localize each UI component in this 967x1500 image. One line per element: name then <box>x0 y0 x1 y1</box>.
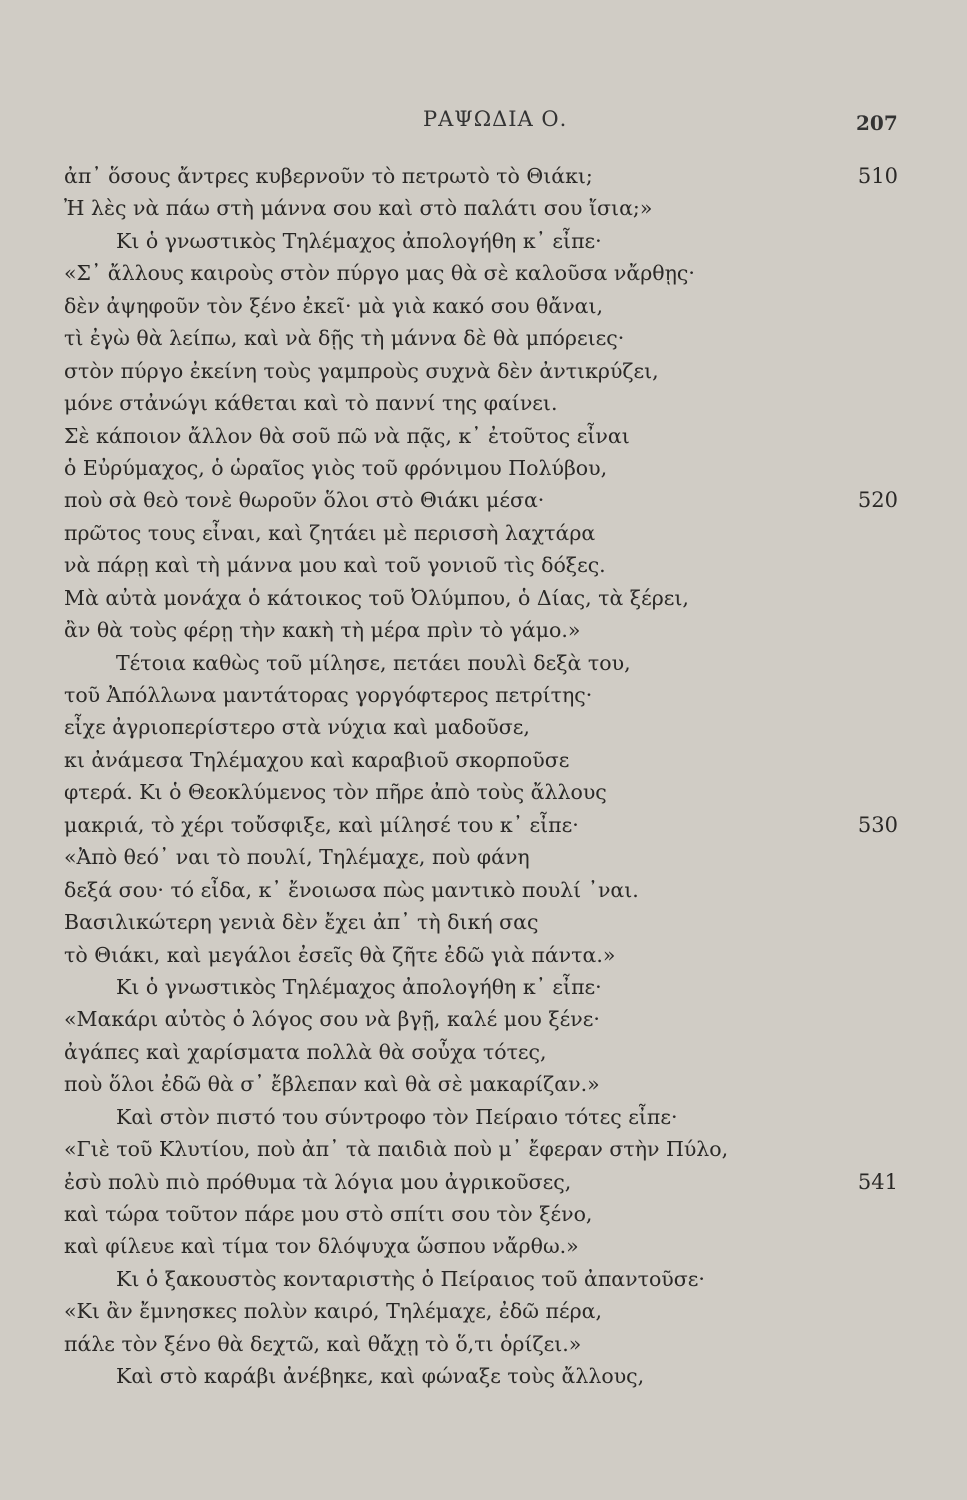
verse-line <box>64 582 904 614</box>
verse-line <box>64 614 904 646</box>
verse-line <box>64 517 904 549</box>
verse-line <box>64 1328 904 1360</box>
verse-text <box>64 160 904 1393</box>
verse-line <box>64 160 904 192</box>
verse-text-line: ἂν θὰ τοὺς φέρῃ τὴν κακὴ τὴ μέρα πρὶν τὸ γάμο.» <box>64 618 581 643</box>
verse-text-line: Καὶ στὸν πιστό του σύντροφο τὸν Πείραιο τότες εἶπε· <box>116 1104 678 1129</box>
verse-line <box>64 711 904 743</box>
verse-line <box>64 1166 904 1198</box>
verse-line <box>64 679 904 711</box>
verse-line <box>64 647 904 679</box>
verse-text-line: μακριά, τὸ χέρι τοὔσφιξε, καὶ μίλησέ του κ᾿ εἶπε· <box>64 812 579 837</box>
page-number: 207 <box>856 111 898 135</box>
verse-text-line: «Κι ἂν ἔμνησκες πολὺν καιρό, Τηλέμαχε, ἐδῶ πέρα, <box>64 1299 602 1324</box>
verse-line <box>64 841 904 873</box>
verse-text-line: πρῶτος τους εἶναι, καὶ ζητάει μὲ περισσὴ λαχτάρα <box>64 520 596 545</box>
line-number: 541 <box>857 1169 898 1194</box>
verse-line <box>64 906 904 938</box>
verse-line <box>64 1068 904 1100</box>
verse-line <box>64 1101 904 1133</box>
verse-text-line: Καὶ στὸ καράβι ἀνέβηκε, καὶ φώναξε τοὺς ἄλλους, <box>116 1364 645 1389</box>
verse-text-line: φτερά. Κι ὁ Θεοκλύμενος τὸν πῆρε ἀπὸ τοὺς ἄλλους <box>64 780 607 805</box>
verse-text-line: καὶ τώρα τοῦτον πάρε μου στὸ σπίτι σου τὸν ξένο, <box>64 1202 593 1226</box>
verse-line <box>64 1036 904 1068</box>
verse-text-line: ὁ Εὐρύμαχος, ὁ ὡραῖος γιὸς τοῦ φρόνιμου Πολύβου, <box>64 455 608 480</box>
verse-line <box>64 809 904 841</box>
verse-line <box>64 1360 904 1392</box>
verse-line <box>64 257 904 289</box>
verse-text-line: Κι ὁ γνωστικὸς Τηλέμαχος ἀπολογήθη κ᾿ εἶπε· <box>116 228 602 253</box>
verse-text-line: Βασιλικώτερη γενιὰ δὲν ἔχει ἀπ᾿ τὴ δική σας <box>64 910 539 935</box>
verse-line <box>64 322 904 354</box>
verse-line <box>64 1198 904 1230</box>
verse-text-line: καὶ φίλευε καὶ τίμα τον δλόψυχα ὥσπου νἄρθω.» <box>64 1234 579 1259</box>
line-number: 530 <box>857 812 898 837</box>
page-header <box>0 105 967 135</box>
verse-text-line: τὸ Θιάκι, καὶ μεγάλοι ἐσεῖς θὰ ζῆτε ἐδῶ γιὰ πάντα.» <box>64 942 616 967</box>
verse-line <box>64 192 904 224</box>
verse-text-line: ἀπ᾿ ὅσους ἄντρες κυβερνοῦν τὸ πετρωτὸ τὸ Θιάκι; <box>64 164 593 188</box>
verse-line <box>64 355 904 387</box>
line-number: 520 <box>857 488 898 513</box>
verse-text-line: νὰ πάρῃ καὶ τὴ μάννα μου καὶ τοῦ γονιοῦ τὶς δόξες. <box>64 553 606 578</box>
verse-line <box>64 776 904 808</box>
verse-text-line: κι ἀνάμεσα Τηλέμαχου καὶ καραβιοῦ σκορποῦσε <box>64 747 570 772</box>
verse-text-line: «Μακάρι αὐτὸς ὁ λόγος σου νὰ βγῇ, καλέ μου ξένε· <box>64 1007 600 1032</box>
verse-text-line: ἐσὺ πολὺ πιὸ πρόθυμα τὰ λόγια μου ἀγρικοῦσες, <box>64 1169 572 1194</box>
verse-text-line: «Γιὲ τοῦ Κλυτίου, ποὺ ἀπ᾿ τὰ παιδιὰ ποὺ μ᾿ ἔφεραν στὴν Πύλο, <box>64 1137 729 1162</box>
verse-line <box>64 549 904 581</box>
verse-line <box>64 971 904 1003</box>
verse-text-line: Τέτοια καθὼς τοῦ μίλησε, πετάει πουλὶ δεξὰ του, <box>116 650 631 675</box>
verse-text-line: ἀγάπες καὶ χαρίσματα πολλὰ θὰ σοὖχα τότες, <box>64 1039 547 1064</box>
verse-line <box>64 290 904 322</box>
verse-text-line: «Σ᾿ ἄλλους καιροὺς στὸν πύργο μας θὰ σὲ καλοῦσα νἄρθῃς· <box>64 261 695 286</box>
verse-text-line: εἶχε ἀγριοπερίστερο στὰ νύχια καὶ μαδοῦσε, <box>64 715 530 740</box>
verse-text-line: Κι ὁ γνωστικὸς Τηλέμαχος ἀπολογήθη κ᾿ εἶπε· <box>116 974 602 999</box>
verse-line <box>64 1263 904 1295</box>
verse-line <box>64 225 904 257</box>
verse-text-line: πάλε τὸν ξένο θὰ δεχτῶ, καὶ θἄχῃ τὸ ὅ,τι ὁρίζει.» <box>64 1331 582 1356</box>
verse-text-line: δεξά σου· τό εἶδα, κ᾿ ἔνοιωσα πὼς μαντικὸ πουλί ᾿ναι. <box>64 877 639 902</box>
verse-text-line: ποὺ ὅλοι ἐδῶ θὰ σ᾿ ἔβλεπαν καὶ θὰ σὲ μακαρίζαν.» <box>64 1072 600 1097</box>
verse-text-line: τοῦ Ἀπόλλωνα μαντάτορας γοργόφτερος πετρίτης· <box>64 683 593 707</box>
verse-line <box>64 744 904 776</box>
verse-text-line: ποὺ σὰ θεὸ τονὲ θωροῦν ὅλοι στὸ Θιάκι μέσα· <box>64 488 545 513</box>
verse-text-line: Σὲ κάποιον ἄλλον θὰ σοῦ πῶ νὰ πᾷς, κ᾿ ἐτοῦτος εἶναι <box>64 423 630 448</box>
verse-text-line: Κι ὁ ξακουστὸς κονταριστὴς ὁ Πείραιος τοῦ ἀπαντοῦσε· <box>116 1266 705 1291</box>
verse-text-line: δὲν ἀψηφοῦν τὸν ξένο ἐκεῖ· μὰ γιὰ κακό σου θἄναι, <box>64 293 604 318</box>
verse-line <box>64 387 904 419</box>
verse-line <box>64 1230 904 1262</box>
verse-line <box>64 1003 904 1035</box>
verse-text-line: Ἠ λὲς νὰ πάω στὴ μάννα σου καὶ στὸ παλάτι σου ἴσια;» <box>64 196 653 221</box>
verse-text-line: Μὰ αὐτὰ μονάχα ὁ κάτοικος τοῦ Ὀλύμπου, ὁ Δίας, τὰ ξέρει, <box>64 585 689 610</box>
verse-line <box>64 484 904 516</box>
verse-line <box>64 1133 904 1165</box>
verse-line <box>64 874 904 906</box>
verse-line <box>64 1295 904 1327</box>
verse-line <box>64 939 904 971</box>
verse-text-line: «Ἀπὸ θεό᾿ ναι τὸ πουλί, Τηλέμαχε, ποὺ φάνη <box>64 845 530 870</box>
verse-text-line: τὶ ἐγὼ θὰ λείπω, καὶ νὰ δῇς τὴ μάννα δὲ θὰ μπόρειες· <box>64 326 625 351</box>
verse-line <box>64 420 904 452</box>
line-number: 510 <box>857 164 898 188</box>
running-title: ΡΑΨΩΔΙΑ Ο. <box>423 107 568 131</box>
verse-text-line: στὸν πύργο ἐκείνη τοὺς γαμπροὺς συχνὰ δὲν ἀντικρύζει, <box>64 358 659 383</box>
verse-line <box>64 452 904 484</box>
verse-text-line: μόνε στἀνώγι κάθεται καὶ τὸ παννί της φαίνει. <box>64 391 558 416</box>
